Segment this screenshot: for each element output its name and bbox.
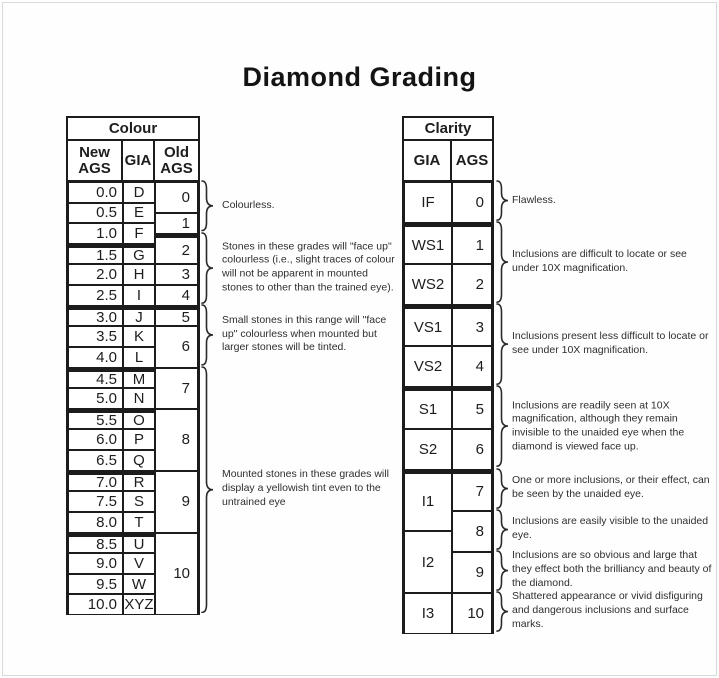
- ags-cell: 3: [452, 305, 492, 346]
- column-header: AGS: [455, 151, 489, 169]
- gia-colour-cell: W: [123, 574, 155, 595]
- gia-colour-cell: E: [123, 203, 155, 224]
- gia-colour-cell: R: [123, 471, 155, 492]
- new-ags-cell: 3.5: [68, 326, 123, 347]
- brace: [496, 591, 509, 632]
- new-ags-cell: 8.5: [68, 533, 123, 554]
- old-ags-cell: 1: [155, 213, 198, 234]
- page-title: Diamond Grading: [242, 62, 477, 92]
- brace: [201, 232, 214, 304]
- old-ags-cell: 4: [155, 285, 198, 306]
- old-ags-cell: 9: [155, 471, 198, 533]
- new-ags-cell: 4.5: [68, 368, 123, 389]
- new-ags-cell: 3.0: [68, 306, 123, 327]
- new-ags-cell: 1.0: [68, 223, 123, 244]
- colour-note: Colourless.: [222, 198, 275, 211]
- brace: [201, 180, 214, 232]
- clarity-note: One or more inclusions, or their effect, can be seen by the unaided eye.: [512, 474, 710, 501]
- clarity-table-title: Clarity: [404, 118, 492, 141]
- new-ags-cell: 9.5: [68, 574, 123, 595]
- new-ags-cell: 7.5: [68, 491, 123, 512]
- colour-note: Small stones in this range will "face up" colourless when mounted but larger stones will be tinted.: [222, 313, 387, 354]
- column-header: GIA: [123, 141, 155, 180]
- gia-colour-cell: V: [123, 553, 155, 574]
- colour-note: Mounted stones in these grades will display a yellowish tint even to the untrained eye: [222, 468, 389, 509]
- gia-colour-cell: J: [123, 306, 155, 327]
- new-ags-cell: 0.0: [68, 182, 123, 203]
- clarity-table: [402, 116, 494, 634]
- gia-colour-cell: U: [123, 533, 155, 554]
- old-ags-cell: 5: [155, 306, 198, 327]
- brace: [201, 304, 214, 366]
- gia-colour-cell: G: [123, 244, 155, 265]
- gia-colour-cell: XYZ: [124, 596, 154, 614]
- old-ags-cell: 0: [155, 182, 198, 213]
- ags-cell: 1: [452, 223, 492, 264]
- gia-colour-cell: P: [123, 429, 155, 450]
- gia-clarity-cell: VS1: [404, 305, 452, 346]
- colour-table: [66, 116, 200, 615]
- brace: [496, 303, 509, 385]
- ags-cell: 0: [452, 182, 492, 223]
- clarity-note: Inclusions are so obvious and large that they effect both the brilliancy and beauty of the diamond.: [512, 549, 712, 590]
- old-ags-cell: 3: [155, 264, 198, 285]
- brace: [496, 385, 509, 467]
- colour-table-header: [68, 141, 198, 182]
- new-ags-cell: 6.0: [68, 429, 123, 450]
- old-ags-cell: 6: [155, 326, 198, 367]
- gia-colour-cell: O: [123, 409, 155, 430]
- clarity-table-body: [404, 182, 492, 634]
- new-ags-cell: 7.0: [68, 471, 123, 492]
- gia-colour-cell: H: [123, 264, 155, 285]
- brace: [496, 509, 509, 550]
- new-ags-cell: 2.0: [68, 264, 123, 285]
- brace: [496, 180, 509, 221]
- gia-colour-cell: D: [123, 182, 155, 203]
- new-ags-cell: 8.0: [68, 512, 123, 533]
- gia-clarity-cell: IF: [404, 182, 452, 223]
- new-ags-cell: 4.0: [68, 347, 123, 368]
- gia-clarity-cell: I2: [404, 531, 452, 593]
- gia-clarity-cell: I1: [404, 470, 452, 532]
- ags-cell: 8: [452, 511, 492, 552]
- gia-colour-cell: S: [123, 491, 155, 512]
- gia-clarity-cell: VS2: [404, 346, 452, 387]
- column-header: Old AGS: [160, 143, 193, 177]
- old-ags-cell: 2: [155, 234, 198, 265]
- column-header: New AGS: [68, 141, 123, 180]
- gia-clarity-cell: I3: [404, 593, 452, 634]
- new-ags-cell: 9.0: [68, 553, 123, 574]
- clarity-note: Inclusions are easily visible to the unaided eye.: [512, 515, 709, 542]
- gia-colour-cell: N: [123, 388, 155, 409]
- ags-cell: 5: [452, 387, 492, 428]
- new-ags-cell: 1.5: [68, 244, 123, 265]
- gia-colour-cell: T: [123, 512, 155, 533]
- column-header: GIA: [404, 141, 452, 180]
- brace: [201, 366, 214, 613]
- new-ags-cell: 10.0: [68, 594, 123, 615]
- gia-colour-cell: Q: [123, 450, 155, 471]
- gia-colour-cell: M: [123, 368, 155, 389]
- colour-table-title: Colour: [68, 118, 198, 141]
- gia-clarity-cell: WS1: [404, 223, 452, 264]
- new-ags-cell: 0.5: [68, 203, 123, 224]
- clarity-note: Inclusions are readily seen at 10X magnification, although they remain invisible to the unaided eye when the diamond is viewed face up.: [512, 398, 685, 453]
- new-ags-cell: 2.5: [68, 285, 123, 306]
- new-ags-cell: 5.5: [68, 409, 123, 430]
- old-ags-cell: 8: [155, 409, 198, 471]
- old-ags-cell: 7: [155, 368, 198, 409]
- gia-colour-cell: F: [123, 223, 155, 244]
- colour-table-body: [68, 182, 198, 615]
- ags-cell: 9: [452, 552, 492, 593]
- new-ags-cell: 5.0: [68, 388, 123, 409]
- new-ags-cell: 6.5: [68, 450, 123, 471]
- brace: [496, 550, 509, 591]
- brace: [496, 468, 509, 509]
- gia-clarity-cell: S1: [404, 387, 452, 428]
- ags-cell: 7: [452, 470, 492, 511]
- clarity-note: Shattered appearance or vivid disfiguring and dangerous inclusions and surface marks.: [512, 590, 703, 631]
- gia-colour-cell: K: [123, 326, 155, 347]
- ags-cell: 4: [452, 346, 492, 387]
- brace: [496, 221, 509, 303]
- gia-clarity-cell: S2: [404, 429, 452, 470]
- gia-colour-cell: L: [123, 347, 155, 368]
- clarity-table-header: [404, 141, 492, 182]
- clarity-note: Inclusions are difficult to locate or see under 10X magnification.: [512, 248, 687, 275]
- colour-note: Stones in these grades will "face up" colourless (i.e., slight traces of colour will not be apparent in mounted stones to other than the trained eye).: [222, 239, 395, 294]
- ags-cell: 2: [452, 264, 492, 305]
- old-ags-cell: 10: [155, 533, 198, 615]
- clarity-note: Inclusions present less difficult to locate or see under 10X magnification.: [512, 330, 709, 357]
- ags-cell: 6: [452, 429, 492, 470]
- gia-colour-cell: I: [123, 285, 155, 306]
- clarity-note: Flawless.: [512, 193, 556, 206]
- gia-clarity-cell: WS2: [404, 264, 452, 305]
- ags-cell: 10: [452, 593, 492, 634]
